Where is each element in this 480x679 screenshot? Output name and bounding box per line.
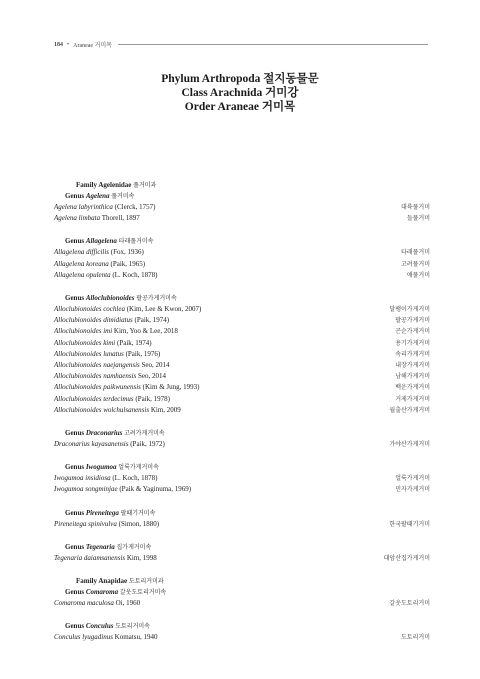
genus-heading: Genus Comaroma 갈웃도토리거미속 (65, 588, 167, 597)
genus-heading: Genus Pireneitega 팔때기거미속 (65, 508, 156, 517)
species-row: Pireneitega spinivulva (Simon, 1880) 한국팔때기거미 (54, 519, 430, 528)
genus-heading: Genus Conculus 도토리거미속 (65, 622, 150, 631)
page-number: 184 (54, 41, 63, 48)
genus-heading: Genus Alloclubionoides 팔공가게거미속 (65, 294, 177, 303)
species-row: Allagelena koreana (Paik, 1965) 고려풀거미 (54, 259, 430, 268)
species-row: Comaroma maculosa Oi, 1960 갈웃도토리거미 (54, 599, 430, 608)
genus-heading: Genus Agelena 풀거미속 (65, 192, 135, 200)
genus-heading: Genus Tegenaria 집가게거미속 (65, 542, 152, 551)
species-row: Alloclubionoides namhaensis Seo, 2014 남해가게거미 (54, 372, 430, 381)
species-checklist (54, 180, 430, 643)
species-row: Alloclubionoides cochlea (Kim, Lee & Kwon, 2007) 달팽이가게거미 (54, 305, 430, 314)
species-row: Agelena limbata Thorell, 1897 들풀거미 (54, 214, 430, 223)
species-row: Alloclubionoides imi Kim, Yoo & Lee, 2018 곤순가게거미 (54, 327, 430, 336)
genus-heading: Genus Allagelena 타래풀거미속 (65, 237, 154, 246)
species-row: Alloclubionoides kimi (Paik, 1974) 용기가게거미 (54, 338, 430, 347)
species-row: Alloclubionoides terdecimus (Paik, 1978) 거제가게거미 (54, 394, 430, 403)
class-title: Class Arachnida 거미강 (181, 87, 299, 99)
header-section: Araneae 거미목 (73, 43, 112, 49)
species-row: Iwogumoa songminjae (Paik & Yaginuma, 1969) 민자가게거미 (54, 485, 430, 494)
species-row: Allagelena opulenta (L. Koch, 1878) 애풀거미 (54, 270, 430, 279)
species-row: Alloclubionoides naejangensis Seo, 2014 내장가게거미 (54, 361, 430, 370)
species-row: Conculus lyugadinus Komatsu, 1940 도토리거미 (54, 633, 430, 642)
genus-heading: Genus Iwogumoa 얼룩가게거미속 (65, 463, 159, 472)
species-row: Agelena labyrinthica (Clerck, 1757) 대륙풀거미 (54, 203, 430, 211)
title-block (0, 72, 480, 114)
species-row: Alloclubionoides wolchulsanensis Kim, 2009 월출산가게거미 (54, 405, 430, 414)
family-heading: Family Agelenidae 풀거미과 (76, 181, 157, 189)
species-row: Alloclubionoides lunatus (Paik, 1976) 속리가게거미 (54, 349, 430, 358)
species-row: Allagelena difficilis (Fox, 1936) 타래풀거미 (54, 248, 430, 257)
genus-heading: Genus Draconarius 고려가게거미속 (65, 429, 165, 438)
species-row: Alloclubionoides paikwunensis (Kim & Jung, 1993) 백운가게거미 (54, 383, 430, 392)
species-row: Alloclubionoides dimidiatus (Paik, 1974) 팔공가게거미 (54, 316, 430, 325)
header-rule (118, 44, 428, 45)
phylum-title: Phylum Arthropoda 절지동물문 (161, 73, 319, 85)
species-row: Tegenaria daiamsanensis Kim, 1998 대암산집가게거미 (54, 553, 430, 562)
species-row: Iwogumoa insidiosa (L. Koch, 1878) 얼룩가게거미 (54, 474, 430, 483)
species-row: Draconarius kayasanensis (Paik, 1972) 가야산가게거미 (54, 440, 430, 449)
running-header (54, 40, 428, 49)
header-separator: • (67, 41, 70, 48)
order-title: Order Araneae 거미목 (184, 101, 296, 113)
family-heading: Family Anapidae 도토리거미과 (76, 577, 164, 586)
